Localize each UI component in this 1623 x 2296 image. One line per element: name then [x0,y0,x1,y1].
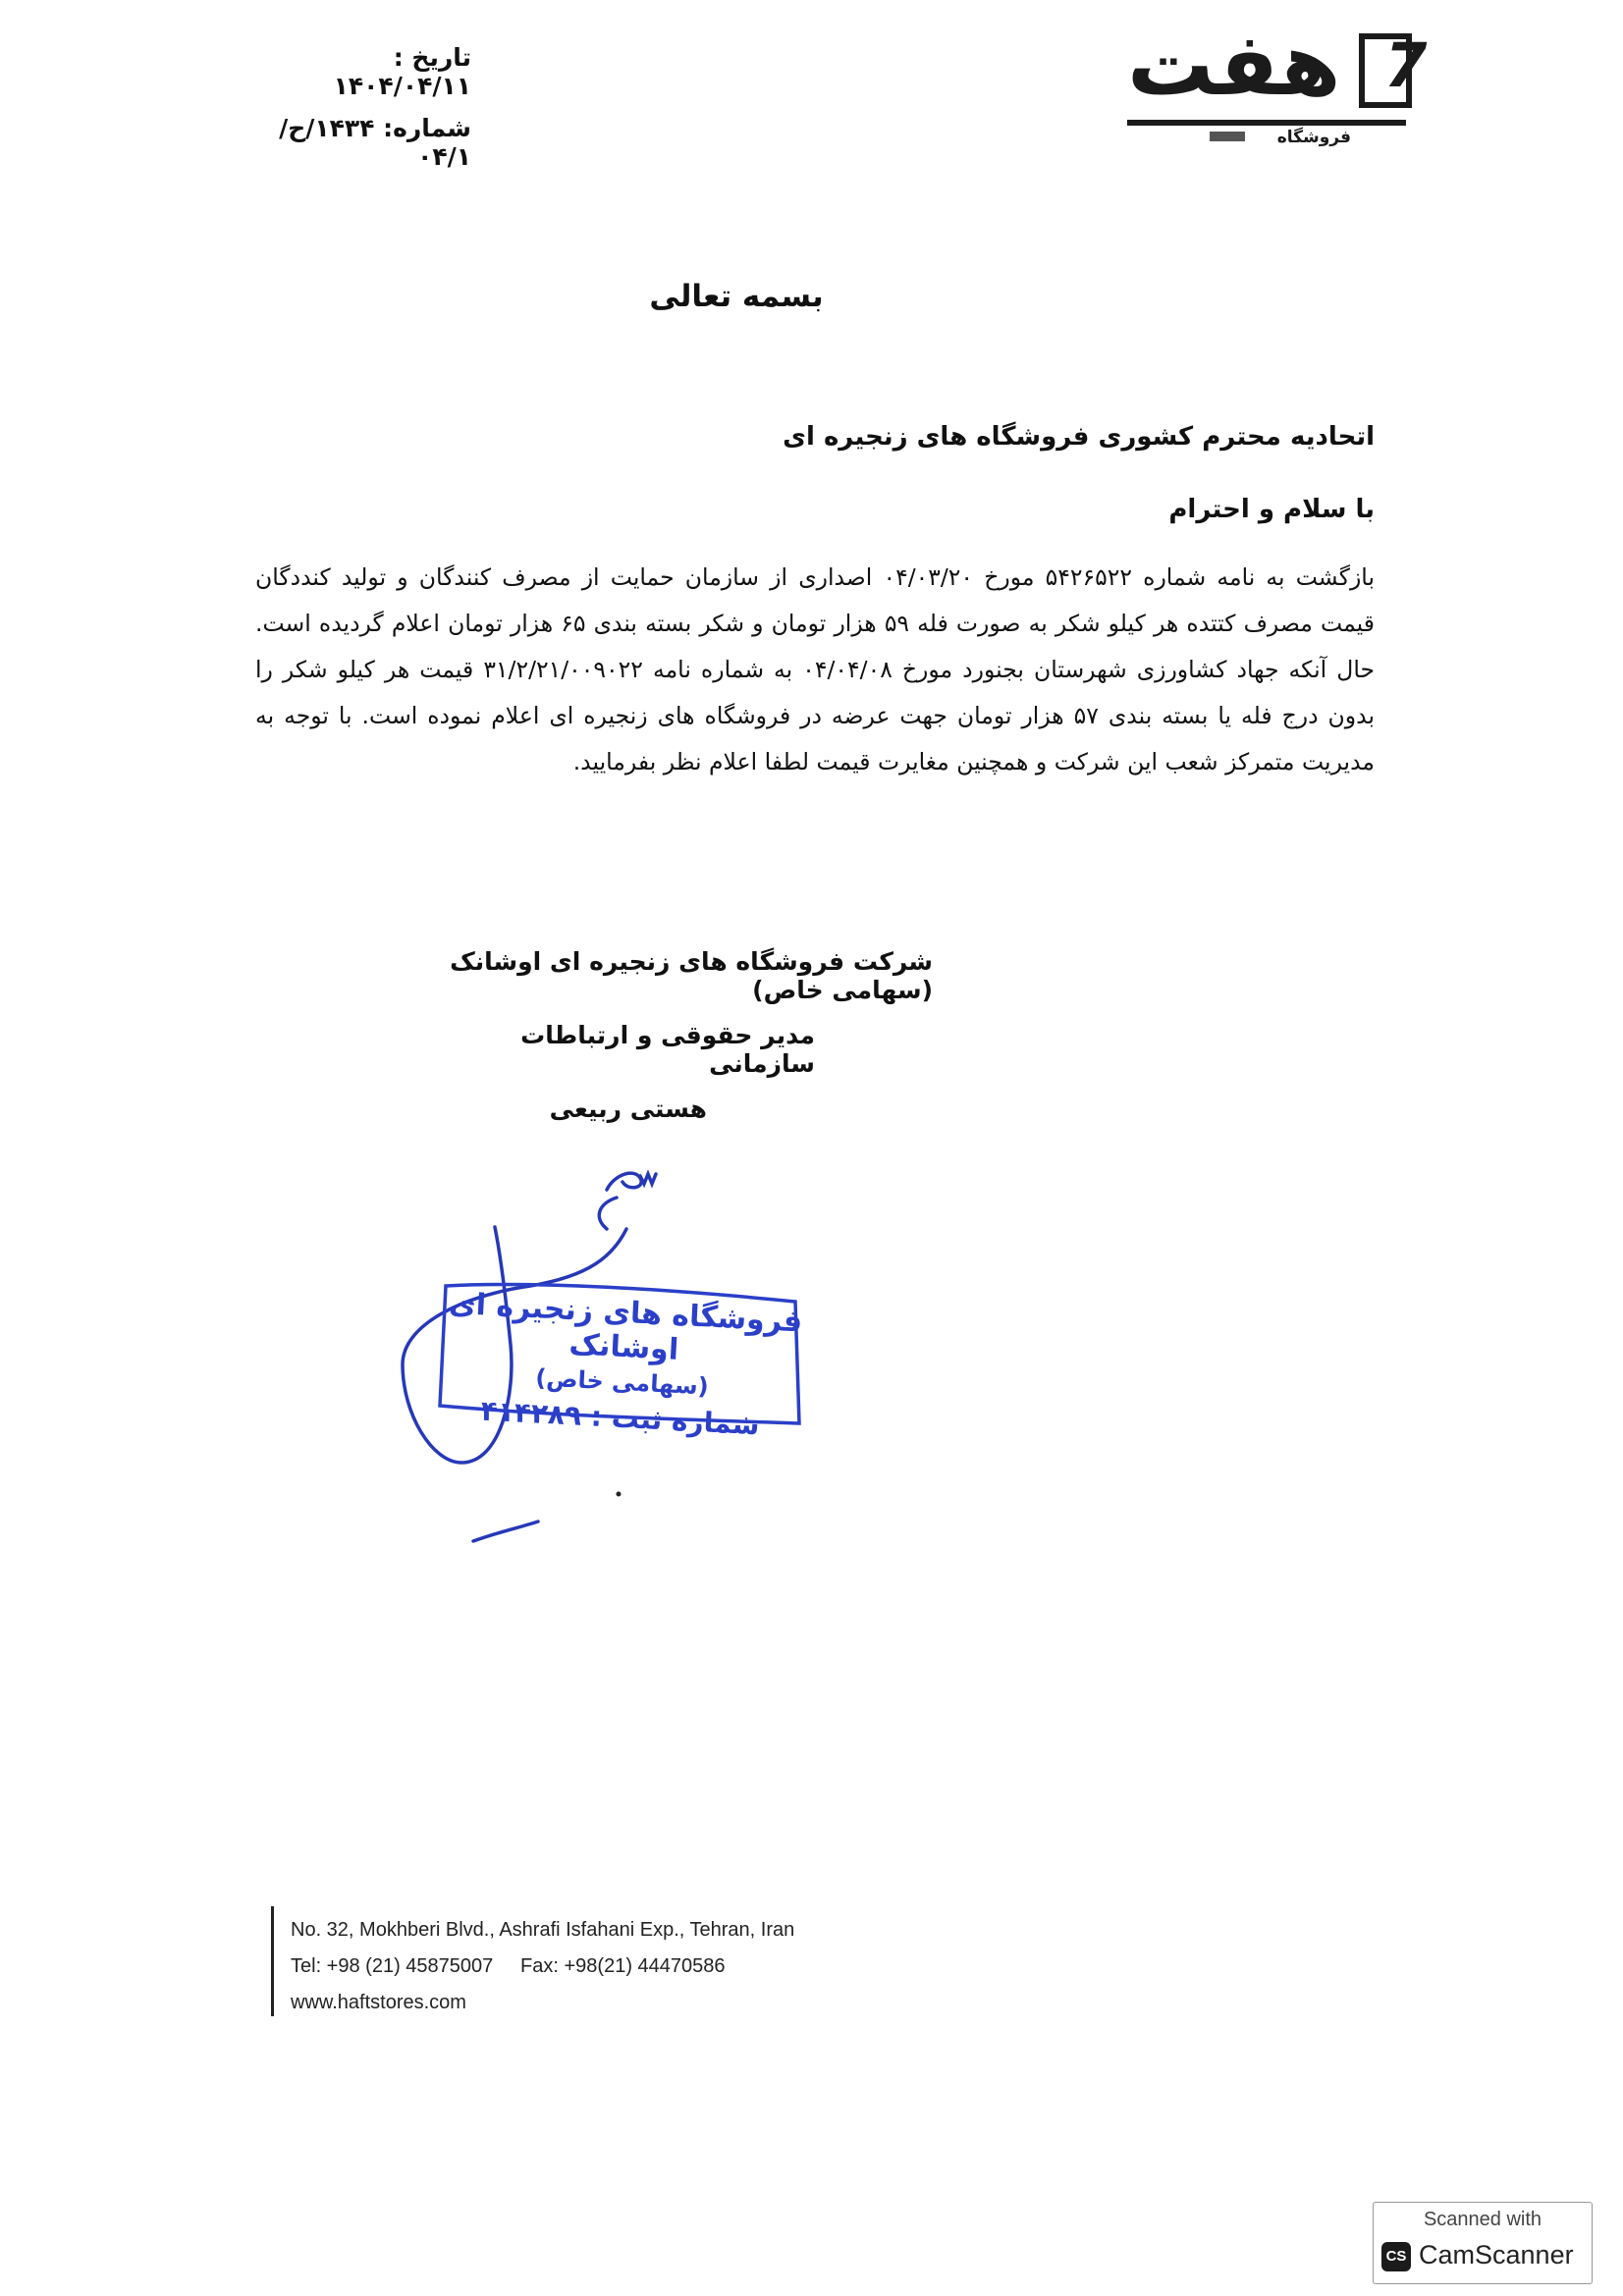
letter-number: شماره: ۱۴۳۴/ح/۰۴/۱ [279,114,471,171]
logo-subtitle: فروشگاه [1276,128,1351,147]
logo-wordmark: هفت [1127,14,1341,115]
recipient-line: اتحادیه محترم کشوری فروشگاه های زنجیره ای [783,422,1375,452]
logo-digit: 7 [1377,29,1435,101]
letter-heading: بسمه تعالی [649,279,824,314]
greeting-line: با سلام و احترام [1168,495,1375,524]
footer-divider [271,1906,274,2016]
camscanner-logo-icon: CS [1381,2242,1411,2271]
footer-phone-fax: Tel: +98 (21) 45875007 Fax: +98(21) 44470586 [291,1955,726,1977]
letter-body: بازگشت به نامه شماره ۵۴۲۶۵۲۲ مورخ ۰۴/۰۳/۲۰ اصداری از سازمان حمایت از مصرف کنندگان و تولید کنددگان قیمت مصرف کتتده هر کیلو شکر به صورت فله ۵۹ هزار تومان و شکر بسته بندی ۶۵ هزار تومان اعلام گردیده است. حال آنکه جهاد کشاورزی شهرستان بجنورد مورخ ۰۴/۰۴/۰۸ به شماره نامه ۳۱/۲/۲۱/۰۰۹۰۲۲ قیمت هر کیلو شکر را بدون درج فله یا بسته بندی ۵۷ هزار تومان جهت عرضه در فروشگاه های زنجیره ای اعلام نموده است. با توجه به مدیریت متمرکز شعب این شرکت و همچنین مغایرت قیمت لطفا اعلام نظر بفرمایید. [255,563,1376,775]
letter-date: تاریخ : ۱۴۰۴/۰۴/۱۱ [333,43,471,100]
signature-name: هستی ربیعی [549,1095,707,1123]
stamp-company-type: (سهامی خاص) [534,1363,710,1401]
scanned-with-label: Scanned with [1423,2209,1542,2230]
logo-seven-mark [1359,29,1435,108]
camscanner-watermark [1373,2202,1593,2284]
signature-stamp-area [383,1139,815,1561]
stamp-registration: شماره ثبت : ۴۱۴۲۸۹ [479,1394,761,1442]
logo-badge [1210,132,1245,141]
stamp-company-name: فروشگاه های زنجیره ای اوشانک [448,1286,804,1367]
company-stamp [439,1276,809,1442]
signature-company: شرکت فروشگاه های زنجیره ای اوشانک (سهامی خاص) [450,947,933,1004]
footer-contact [291,1912,978,2021]
company-logo [1127,14,1435,147]
camscanner-name: CamScanner [1419,2240,1574,2269]
footer-website: www.haftstores.com [291,1992,466,2013]
signature-title: مدیر حقوقی و ارتباطات سازمانی [520,1021,815,1078]
footer-address: No. 32, Mokhberi Blvd., Ashrafi Isfahani Exp., Tehran, Iran [291,1919,795,1941]
logo-underline [1127,120,1406,126]
